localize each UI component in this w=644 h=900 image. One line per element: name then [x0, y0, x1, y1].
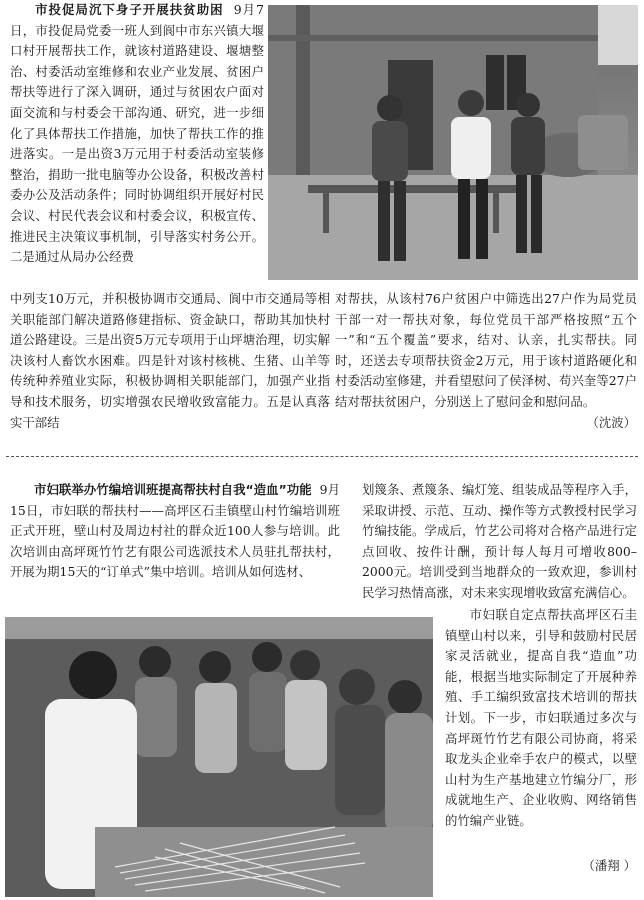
- article-2-byline: （潘翔 ）: [582, 858, 636, 873]
- article-1-right-paragraph: [335, 289, 637, 413]
- article-1-photo: [268, 5, 638, 280]
- article-divider: [6, 456, 638, 457]
- article-1-wide-paragraph: [10, 289, 330, 433]
- article-2-headline: 市妇联举办竹编培训班提高帮扶村自我“造血”功能: [34, 482, 312, 497]
- article-2-photo: [5, 617, 433, 897]
- article-2-left-text: 9月15日，市妇联的帮扶村——高坪区石圭镇壁山村竹编培训班正式开班，壁山村及周边村社的群众近100人参与培训。此次培训由高坪斑竹竹艺有限公司选派技术人员驻扎帮扶村，开展为期15天的“订单式”集中培训。培训从如何选材、: [10, 482, 340, 580]
- article-2-right-paragraph: [362, 480, 637, 604]
- article-1-lead-text: 9月7日，市投促局党委一班人到阆中市东兴镇大堰口村开展帮扶工作，就该村道路建设、堰塘整治、村委活动室维修和农业产业发展、贫困户帮扶等进行了深入调研，通过与贫困农户面对面交流和与村委会干部沟通、研究，进一步细化了具体帮扶工作措施，加快了帮扶工作的推进落实。一是出资3万元用于村委活动室装修整治，捐助一批电脑等办公设备，积极改善村委办公及活动条件；同时协调组织开展好村民会议、村民代表会议和村委会议，积极宣传、推进民主决策议事机制，引导落实村务公开。二是通过从局办公经费: [10, 2, 264, 265]
- article-1-headline: 市投促局沉下身子开展扶贫助困: [34, 2, 224, 17]
- article-1-right-text: 对帮扶，从该村76户贫困户中筛选出27户作为局党员干部一对一帮扶对象，每位党员干部严格按照“五个一”和“五个覆盖”要求，结对、认亲，扎实帮扶。同时，还送去专项帮扶资金2万元，用于该村道路硬化和村委活动室修建，并看望慰问了侯泽树、苟兴奎等27户结对帮扶贫困户，分别送上了慰问金和慰问品。: [335, 291, 637, 409]
- bamboo-training-photo: [5, 617, 433, 897]
- village-visit-photo: [268, 5, 638, 280]
- article-1-lead-column: [10, 0, 264, 268]
- article-2-side-text: 市妇联自定点帮扶高坪区石圭镇壁山村以来，引导和鼓励村民居家灵活就业，提高自我“造血”功能，根据当地实际制定了开展种养殖、手工编织致富技术培训的帮扶计划。下一步，市妇联通过多次与高坪斑竹竹艺有限公司协商，将采取龙头企业牵手农户的模式，以壁山村为生产基地建立竹编分厂，形成就地生产、企业收购、网络销售的竹编产业链。: [445, 607, 637, 828]
- article-2-right-text: 划篾条、煮篾条、编灯笼、组装成品等程序入手，采取讲授、示范、互动、操作等方式教授村民学习竹编技能。学成后，竹艺公司将对合格产品进行定点回收、按件计酬，预计每人每月可增收800–2000元。培训受到当地群众的一致欢迎，参训村民学习热情高涨，对未来实现增收致富充满信心。: [362, 482, 637, 600]
- article-2-side-paragraph: [445, 605, 637, 832]
- article-1-wide-text: 中列支10万元，并积极协调市交通局、阆中市交通局等相关职能部门解决道路修建指标、资金缺口，帮助其加快村道公路建设。三是出资5万元专项用于山坪塘治理，切实解决该村人畜饮水困难。四是针对该村核桃、生猪、山羊等传统种养殖业实际，积极协调相关职能部门，加强产业指导和技术服务，切实增强农民增收致富能力。五是认真落实干部结: [10, 291, 330, 430]
- article-2-left-paragraph: [10, 480, 340, 583]
- article-1-byline: （沈波）: [586, 415, 636, 430]
